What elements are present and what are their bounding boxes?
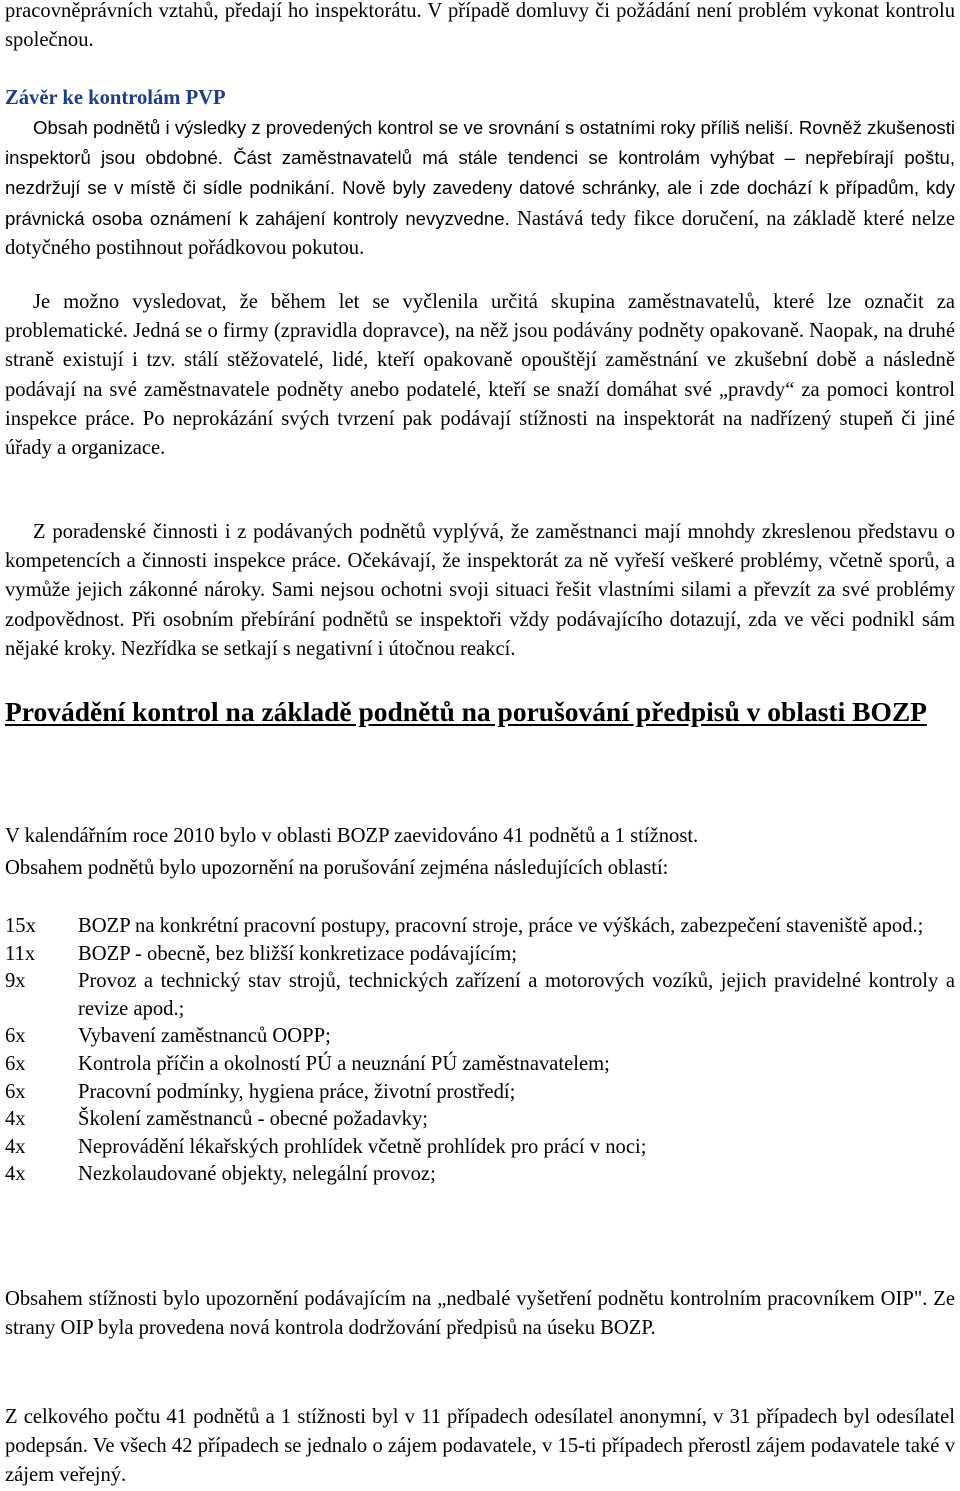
list-item-text: Pracovní podmínky, hygiena práce, životní prostředí; bbox=[78, 1080, 516, 1103]
list-item-text: Nezkolaudované objekty, nelegální provoz; bbox=[78, 1163, 436, 1186]
list-item-count: 4x bbox=[5, 1163, 26, 1186]
list-item-text: BOZP - obecně, bez bližší konkretizace podávajícím; bbox=[78, 942, 517, 965]
conclusion-paragraph-1-middle: Část zaměstnavatelů má stále tendenci se kontrolám vyhýbat – nepřebírají poštu, nezdržují se v místě či sídle podnikání. Nově byly zavedeny datové schránky, ale i zde dochází k případům, kdy právnická osoba oznámení k zahájení kontroly nevyzvedne. bbox=[5, 147, 955, 229]
conclusion-paragraph-1-lead: Obsah podnětů i výsledky z provedených kontrol se ve srovnání s ostatními roky příliš neliší. Rovněž zkušenosti inspektorů jsou obdobné. bbox=[5, 117, 955, 169]
bozp-paragraph-1: V kalendářním roce 2010 bylo v oblasti BOZP zaevidováno 41 podnětů a 1 stížnost. bbox=[5, 825, 699, 847]
bozp-paragraph-3: Obsahem stížnosti bylo upozornění podávajícím na „nedbalé vyšetření podnětu kontrolním pracovníkem OIP". Ze strany OIP byla provedena nová kontrola dodržování předpisů na úseku BOZP. bbox=[5, 1288, 955, 1340]
list-item-text: Kontrola příčin a okolností PÚ a neuznání PÚ zaměstnavatelem; bbox=[78, 1052, 610, 1075]
list-item-text: Neprovádění lékařských prohlídek včetně prohlídek pro prácí v noci; bbox=[78, 1135, 647, 1158]
conclusion-paragraph-1 bbox=[5, 113, 955, 263]
list-item bbox=[5, 968, 955, 1023]
conclusion-paragraph-1-end: Nastává tedy fikce doručení, na základě které nelze dotyčného postihnout pořádkovou pokutou. bbox=[5, 207, 955, 259]
list-item bbox=[5, 1106, 955, 1134]
bozp-section-title: Provádění kontrol na základě podnětů na porušování předpisů v oblasti BOZP bbox=[5, 696, 927, 727]
list-item bbox=[5, 1023, 955, 1051]
list-item-count: 6x bbox=[5, 1052, 26, 1075]
bozp-paragraph-4: Z celkového počtu 41 podnětů a 1 stížnosti byl v 11 případech odesílatel anonymní, v 31 případech byl odesílatel podepsán. Ve všech 42 případech se jednalo o zájem podavatele, v 15-ti případech přerostl zájem podavatele také v zájem veřejný. bbox=[5, 1406, 955, 1487]
bozp-topics-list bbox=[5, 913, 955, 1189]
list-item-count: 6x bbox=[5, 1025, 26, 1048]
list-item-text: Provoz a technický stav strojů, technických zařízení a motorových vozíků, jejich pravidelné kontroly a revize apod.; bbox=[78, 970, 955, 1020]
list-item-count: 4x bbox=[5, 1108, 26, 1131]
list-item bbox=[5, 1079, 955, 1107]
list-item-count: 6x bbox=[5, 1080, 26, 1103]
list-item-count: 4x bbox=[5, 1135, 26, 1158]
list-item-count: 11x bbox=[5, 942, 36, 965]
conclusion-paragraph-2: Je možno vysledovat, že během let se vyčlenila určitá skupina zaměstnavatelů, které lze označit za problematické. Jedná se o firmy (zpravidla dopravce), na něž jsou podávány podněty opakovaně. Naopak, na druhé straně existují i tzv. stálí stěžovatelé, lidé, kteří opakovaně opouštějí zaměstnání ve zkušební době a následně podávají na své zaměstnavatele podněty anebo podatelé, kteří se snaží domáhat své „pravdy“ za pomoci kontrol inspekce práce. Po neprokázání svých tvrzení pak podávají stížnosti na inspektorát na nadřízený stupeň či jiné úřady a organizace. bbox=[5, 291, 955, 460]
list-item bbox=[5, 1051, 955, 1079]
list-item-count: 9x bbox=[5, 970, 26, 993]
list-item-text: Školení zaměstnanců - obecné požadavky; bbox=[78, 1108, 428, 1131]
list-item bbox=[5, 1134, 955, 1162]
intro-paragraph: pracovněprávních vztahů, předají ho inspektorátu. V případě domluvy či požádání není problém vykonat kontrolu společnou. bbox=[5, 0, 955, 52]
list-item bbox=[5, 913, 955, 941]
list-item bbox=[5, 941, 955, 969]
list-item bbox=[5, 1161, 955, 1189]
list-item-text: BOZP na konkrétní pracovní postupy, pracovní stroje, práce ve výškách, zabezpečení staveniště apod.; bbox=[78, 915, 924, 937]
conclusion-heading: Závěr ke kontrolám PVP bbox=[5, 87, 226, 109]
bozp-paragraph-2: Obsahem podnětů bylo upozornění na porušování zejména následujících oblastí: bbox=[5, 857, 669, 879]
conclusion-paragraph-3: Z poradenské činnosti i z podávaných podnětů vyplývá, že zaměstnanci mají mnohdy zkreslenou představu o kompetencích a činnosti inspekce práce. Očekávají, že inspektorát za ně vyřeší veškeré problémy, včetně sporů, a vymůže jejich zákonné nároky. Sami nejsou ochotni svoji situaci řešit vlastními silami a převzít za své problémy zodpovědnost. Při osobním přebírání podnětů se inspektoři vždy podávajícího dotazují, zda ve věci podnikl sám nějaké kroky. Nezřídka se setkají s negativní i útočnou reakcí. bbox=[5, 521, 955, 660]
list-item-count: 15x bbox=[5, 915, 36, 937]
list-item-text: Vybavení zaměstnanců OOPP; bbox=[78, 1025, 331, 1048]
